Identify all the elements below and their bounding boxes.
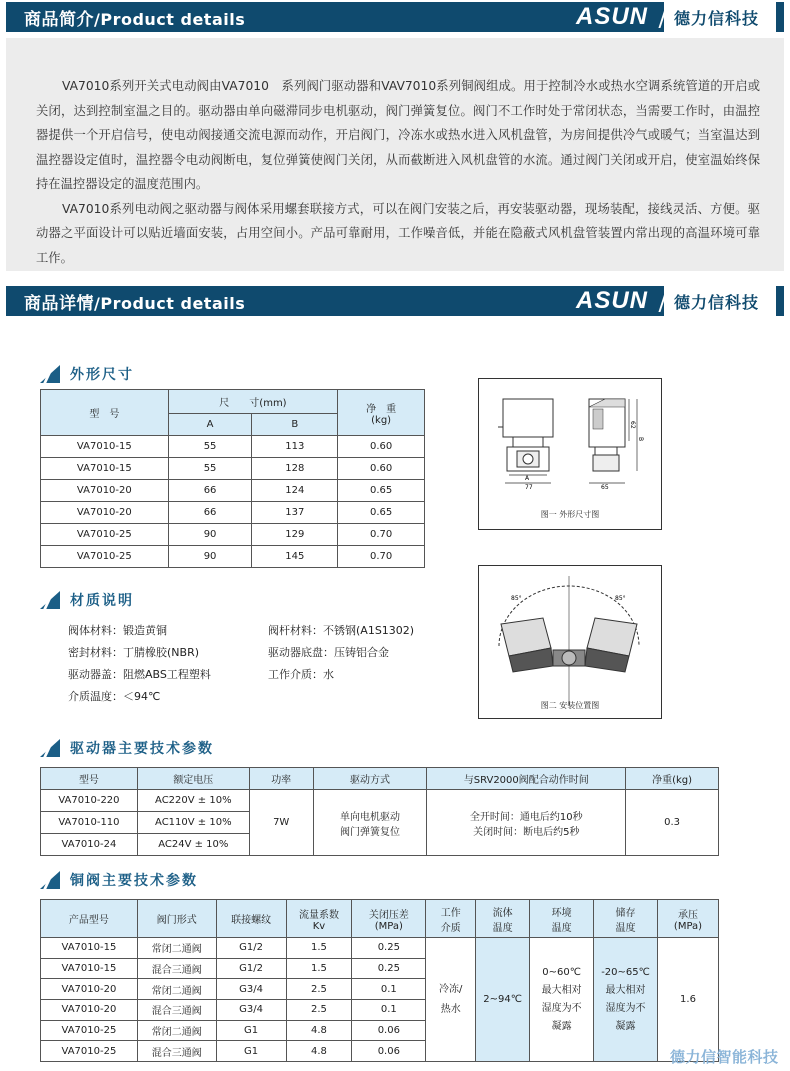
banner-title: 商品简介/Product details — [24, 9, 246, 30]
material-item: 工作介质：水 — [268, 668, 334, 681]
section-marker-icon — [40, 365, 60, 383]
intro-paragraph-1: VA7010系列开关式电动阀由VA7010 系列阀门驱动器和VAV7010系列铜阀组成。用于控制冷水或热水空调系统管道的开启或关闭，达到控制室温之目的。驱动器由单向磁滞同步电机驱动，阀门弹簧复位。阀门不工作时处于常闭状态，当需要工作时，由温控器提供一个开启信号，使电动阀接通交流电源而动作，开启阀门，冷冻水或热水进入风机盘管，为房间提供冷气或暖气；当室温达到温控器设定值时，温控器令电动阀断电，复位弹簧使阀门关闭，从而截断进入风机盘管的水流。通过阀门关闭或开启，使室温始终保持在温控器设定的温度范围内。 — [36, 79, 760, 191]
svg-text:65: 65 — [601, 484, 609, 491]
material-item: 密封材料：丁腈橡胶(NBR) — [68, 646, 200, 659]
material-item: 介质温度：＜94℃ — [68, 690, 161, 703]
material-item: 驱动器底盘：压铸铝合金 — [268, 646, 389, 659]
table-row: VA7010-20 混合三通阀 G3/4 2.5 0.1 — [41, 1000, 719, 1021]
heading-materials: 材质说明 — [40, 590, 134, 610]
dimension-drawing-svg — [479, 379, 660, 528]
table-row: VA7010-25 常闭二通阀 G1 4.8 0.06 — [41, 1020, 719, 1041]
intro-paragraph-2: VA7010系列电动阀之驱动器与阀体采用螺套联接方式，可以在阀门安装之后，再安装驱动器，现场装配，接线灵活、方便。驱动器之平面设计可以贴近墙面安装，占用空间小。产品可靠耐用，工作噪音低，并能在隐蔽式风机盘管装置内常出现的高温环境可靠工作。 — [36, 201, 760, 265]
dimensions-table: 型 号 尺 寸(mm) 净 重 (kg) A B VA7010-15 55 113 0.60 VA7010-15 55 128 0.60 VA7010-20 66 124 0.65 VA7010-20 66 137 0.65 VA7010-25 90 129 0.70 VA7010-25 90 145 0.70 — [40, 389, 425, 568]
heading-driver-params: 驱动器主要技术参数 — [40, 738, 214, 758]
table-row: VA7010-25 90 145 0.70 — [41, 546, 425, 568]
svg-text:77: 77 — [525, 484, 533, 491]
banner-title: 商品详情/Product details — [24, 293, 246, 314]
svg-text:85°: 85° — [511, 595, 522, 602]
intro-text-panel — [6, 38, 784, 271]
table-row: VA7010-25 90 129 0.70 — [41, 524, 425, 546]
table-row: VA7010-15 常闭二通阀 G1/2 1.5 0.25 冷冻/ 热水 2~94℃ 0~60℃ 最大相对 湿度为不 凝露 -20~65℃ 最大相对 湿度为不 凝露 1.6 — [41, 938, 719, 959]
figure-dimension-drawing — [478, 378, 662, 530]
table-row: VA7010-20 常闭二通阀 G3/4 2.5 0.1 — [41, 979, 719, 1000]
figure-caption: 图二 安装位置图 — [540, 701, 600, 710]
figure-installation-drawing — [478, 565, 662, 719]
material-item: 驱动器盖：阻燃ABS工程塑料 — [68, 668, 211, 681]
material-item: 阀体材料：锻造黄铜 — [68, 624, 167, 637]
section-marker-icon — [40, 591, 60, 609]
svg-text:85°: 85° — [615, 595, 626, 602]
section-marker-icon — [40, 739, 60, 757]
table-row: VA7010-15 55 128 0.60 — [41, 458, 425, 480]
valve-params-table: 产品型号 阀门形式 联接螺纹 流量系数 Kv 关闭压差 (MPa) 工作 介质 流体 温度 环境 温度 储存 温度 承压 (MPa) VA7010-15 常闭二通阀 G1/2 1.5 0.25 冷冻/ 热水 2~94℃ 0~60℃ 最大相对 湿度为不 凝露 -20~65℃ 最大相对 湿度为不 凝露 1.6 VA7010-15 混合三通阀 G1/2 1.5 0.25 VA7010-20 常闭二通阀 G3/4 2.5 0.1 VA7010-20 混合三通阀 G3/4 2.5 0.1 VA7010-25 常闭二通阀 G1 4.8 0.06 VA7010-25 混合三通阀 G1 4.8 0.06 — [40, 899, 719, 1062]
section-banner-details — [6, 286, 784, 316]
brand-name: 德力信科技 — [664, 286, 784, 316]
svg-text:62: 62 — [629, 421, 636, 429]
driver-params-table: 型号 额定电压 功率 驱动方式 与SRV2000阀配合动作时间 净重(kg) VA7010-220 AC220V ± 10% 7W 单向电机驱动 阀门弹簧复位 全开时间：通电后约10秒 关闭时间：断电后约5秒 0.3 VA7010-110 AC110V ± 10% VA7010-24 AC24V ± 10% — [40, 767, 719, 856]
brand-logo: ASUN — [576, 2, 664, 32]
installation-drawing-svg — [479, 566, 660, 717]
table-row: VA7010-25 混合三通阀 G1 4.8 0.06 — [41, 1041, 719, 1062]
watermark: 德力信智能科技 — [670, 1048, 779, 1066]
section-banner-intro — [6, 2, 784, 32]
heading-dimensions: 外形尺寸 — [40, 364, 134, 384]
table-row: VA7010-24 AC24V ± 10% — [41, 834, 719, 856]
section-marker-icon — [40, 871, 60, 889]
heading-valve-params: 铜阀主要技术参数 — [40, 870, 198, 890]
table-row: VA7010-110 AC110V ± 10% — [41, 812, 719, 834]
table-row: VA7010-220 AC220V ± 10% 7W 单向电机驱动 阀门弹簧复位 全开时间：通电后约10秒 关闭时间：断电后约5秒 0.3 — [41, 790, 719, 812]
brand-name: 德力信科技 — [664, 2, 784, 32]
material-item: 阀杆材料：不锈钢(A1S1302) — [268, 624, 415, 637]
table-row: VA7010-20 66 124 0.65 — [41, 480, 425, 502]
svg-text:A: A — [525, 475, 530, 482]
table-row: VA7010-15 混合三通阀 G1/2 1.5 0.25 — [41, 958, 719, 979]
svg-text:B: B — [637, 437, 644, 442]
table-row: VA7010-15 55 113 0.60 — [41, 436, 425, 458]
figure-caption: 图一 外形尺寸图 — [540, 510, 600, 519]
table-row: VA7010-20 66 137 0.65 — [41, 502, 425, 524]
brand-logo: ASUN — [576, 286, 664, 316]
